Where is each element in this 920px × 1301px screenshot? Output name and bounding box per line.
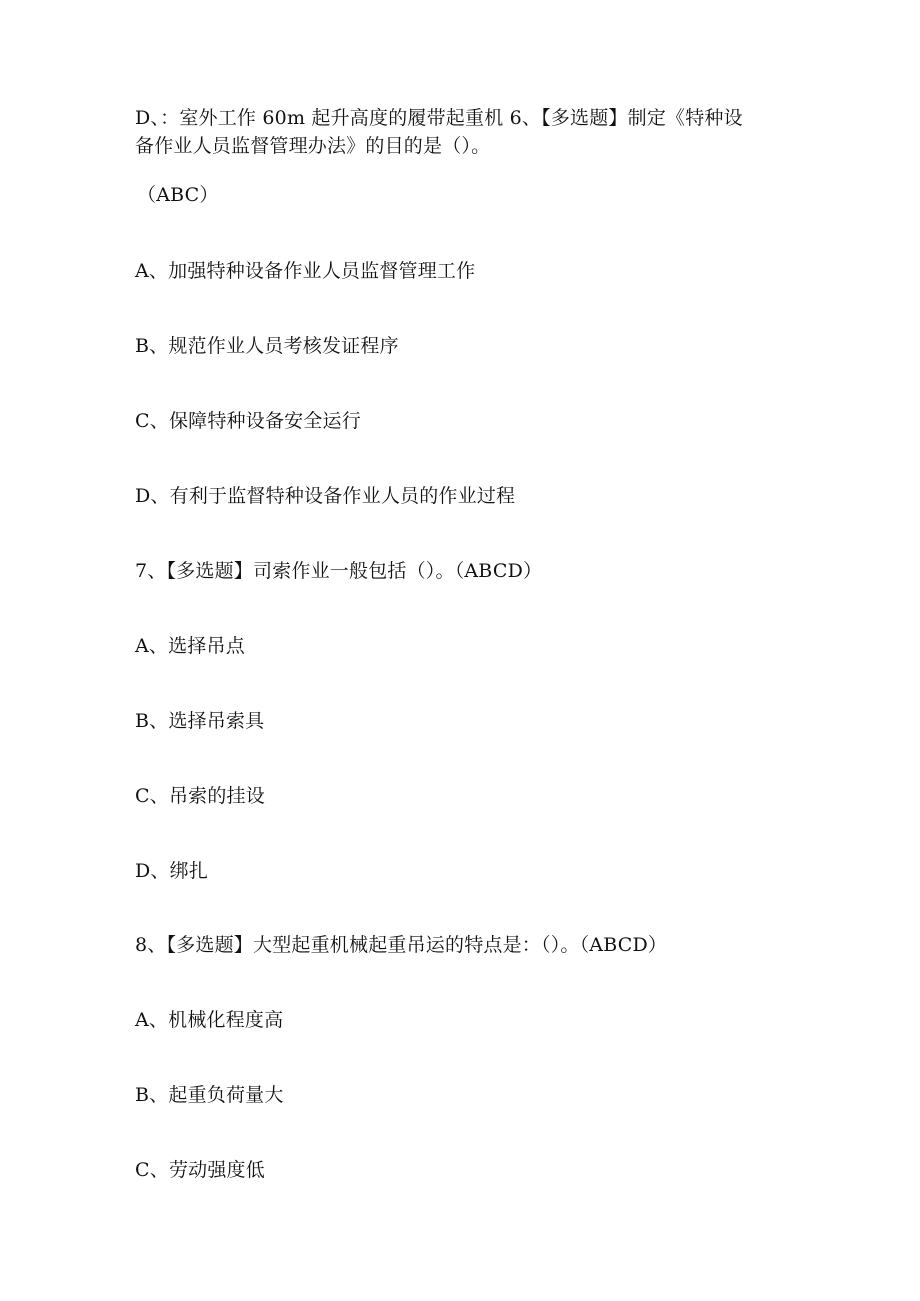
- question-7-option-b: B、选择吊索具: [135, 710, 265, 732]
- question-7-option-c: C、吊索的挂设: [135, 785, 265, 807]
- question-8-option-b: B、起重负荷量大: [135, 1084, 284, 1106]
- question-6-text-line-2: 备作业人员监督管理办法》的目的是（）。: [135, 135, 491, 157]
- question-6-option-a: A、加强特种设备作业人员监督管理工作: [135, 260, 476, 282]
- question-6-text-line-1: D、：室外工作 60m 起升高度的履带起重机 6、【多选题】制定《特种设: [135, 107, 743, 129]
- question-8-text: 8、【多选题】大型起重机械起重吊运的特点是：（）。（ABCD）: [135, 934, 668, 956]
- question-8-option-a: A、机械化程度高: [135, 1009, 284, 1031]
- question-7-text: 7、【多选题】司索作业一般包括（）。（ABCD）: [135, 560, 543, 582]
- question-6-answer: （ABC）: [137, 184, 219, 206]
- question-7-option-a: A、选择吊点: [135, 635, 245, 657]
- question-8-option-c: C、劳动强度低: [135, 1159, 265, 1181]
- question-6-option-c: C、保障特种设备安全运行: [135, 410, 361, 432]
- question-6-option-b: B、规范作业人员考核发证程序: [135, 335, 399, 357]
- question-7-option-d: D、绑扎: [135, 860, 209, 882]
- question-6-option-d: D、有利于监督特种设备作业人员的作业过程: [135, 485, 516, 507]
